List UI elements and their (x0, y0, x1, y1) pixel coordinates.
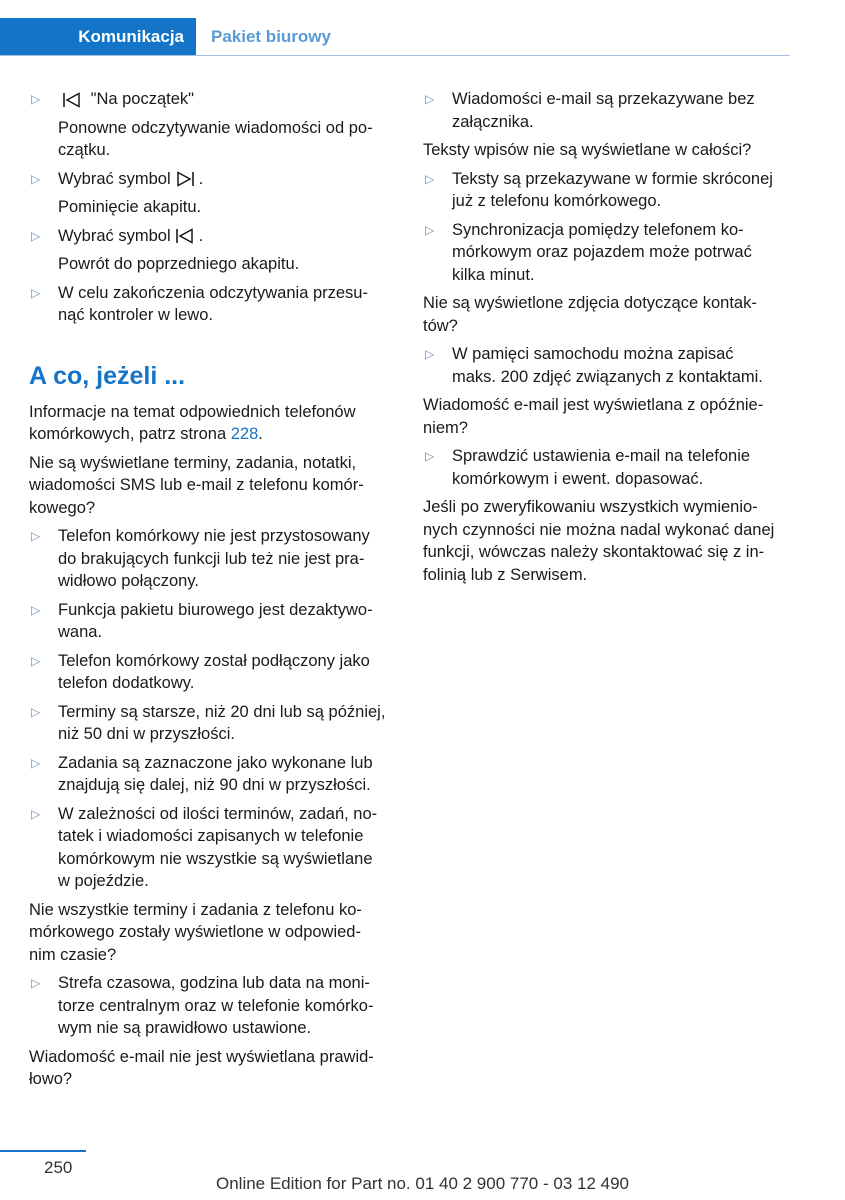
list-item (29, 88, 397, 111)
bullet-icon: ▷ (31, 653, 41, 668)
bullet-icon: ▷ (31, 171, 41, 186)
punctuation: . (258, 425, 263, 443)
text-line: Funkcja pakietu biurowego jest dezaktywo- (58, 600, 373, 619)
bullet-icon: ▷ (31, 806, 41, 821)
text-line: Terminy są starsze, niż 20 dni lub są później, (58, 702, 386, 721)
text-line: mórkowym oraz pojazdem może potrwać (452, 243, 752, 261)
page-reference-link[interactable]: 228 (230, 425, 259, 443)
list-item (29, 168, 397, 191)
list-item-text: Wybrać symbol (58, 169, 171, 188)
text-line: Synchronizacja pomiędzy telefonem ko- (452, 220, 744, 239)
text-line: tatek i wiadomości zapisanych w telefonie (58, 827, 364, 845)
text-line: znajdują się dalej, niż 90 dni w przyszłości. (58, 776, 371, 794)
paragraph (29, 401, 397, 446)
list-item (29, 803, 397, 893)
text-line: kilka minut. (452, 265, 535, 284)
text-line: W celu zakończenia odczytywania przesu- (58, 283, 368, 302)
bullet-icon: ▷ (425, 449, 435, 463)
bullet-icon: ▷ (31, 602, 41, 617)
list-item-description: Powrót do poprzedniego akapitu. (58, 255, 300, 273)
question (29, 1046, 397, 1091)
list-item (29, 525, 397, 593)
bullet-icon: ▷ (31, 92, 41, 106)
text-line: W pamięci samochodu można zapisać (452, 345, 734, 363)
text-line: Ponowne odczytywanie wiadomości od po- (58, 118, 373, 137)
question (29, 452, 397, 520)
text-line: do brakujących funkcji lub też nie jest pra- (58, 549, 365, 568)
section-heading: A co, jeżeli ... (29, 361, 186, 390)
bullet-icon: ▷ (425, 347, 435, 361)
list-item-description (29, 117, 397, 162)
text-line: niż 50 dni w przyszłości. (58, 725, 235, 743)
text-line: nąć kontroler w lewo. (58, 306, 213, 324)
list-item (29, 282, 397, 327)
text-line: Informacje na temat odpowiednich telefonów (29, 402, 356, 421)
list-item (423, 168, 791, 213)
text-line: tów? (423, 316, 458, 335)
bullet-icon: ▷ (31, 704, 41, 719)
text-line: widłowo połączony. (58, 572, 199, 590)
text-line: mórkowego zostały wyświetlone w odpowied- (29, 923, 361, 941)
list-item (29, 972, 397, 1040)
text-line: torze centralnym oraz w telefonie komórko- (58, 996, 374, 1015)
bullet-icon: ▷ (425, 92, 435, 106)
bullet-icon: ▷ (425, 171, 435, 186)
text-line: W zależności od ilości terminów, zadań, no- (58, 804, 378, 823)
list-item (423, 343, 791, 388)
list-item (29, 225, 397, 248)
page-header (0, 0, 845, 56)
punctuation: . (198, 226, 204, 245)
bullet-icon: ▷ (31, 976, 41, 990)
edition-note: Online Edition for Part no. 01 40 2 900 770 - 03 12 490 (215, 1174, 629, 1193)
question: Teksty wpisów nie są wyświetlane w całości? (423, 141, 752, 159)
text-line: Nie wszystkie terminy i zadania z telefonu ko- (29, 900, 362, 919)
text-line: funkcji, wówczas należy skontaktować się z in- (423, 543, 765, 561)
list-item (29, 701, 397, 746)
text-line: załącznika. (452, 112, 534, 131)
question (29, 899, 397, 967)
text-line: Nie są wyświetlone zdjęcia dotyczące kontak- (423, 294, 757, 312)
text-line: Wiadomość e-mail jest wyświetlana z opóźnie- (423, 396, 764, 414)
text-line: Wiadomość e-mail nie jest wyświetlana prawid- (29, 1047, 374, 1066)
text-line: niem? (423, 418, 468, 437)
page-number: 250 (44, 1158, 73, 1177)
list-item (29, 599, 397, 644)
skip-back-icon (175, 228, 195, 244)
text-line: komórkowym nie wszystkie są wyświetlane (58, 849, 373, 868)
text-line: Nie są wyświetlane terminy, zadania, notatki, (29, 453, 357, 472)
left-column (29, 88, 397, 1097)
text-line (29, 423, 397, 446)
bullet-icon: ▷ (31, 285, 41, 300)
section-tab-pakiet-biurowy: Pakiet biurowy (211, 27, 331, 46)
list-item (29, 650, 397, 695)
list-item-description: Pominięcie akapitu. (58, 198, 202, 216)
text-line: czątku. (58, 141, 111, 159)
text-line: Telefon komórkowy nie jest przystosowany (58, 527, 370, 545)
text-line: folinią lub z Serwisem. (423, 565, 588, 584)
punctuation: . (198, 169, 204, 188)
list-item (423, 88, 791, 133)
text-line: Wiadomości e-mail są przekazywane bez (452, 90, 755, 108)
bullet-icon: ▷ (31, 228, 41, 243)
text-line: kowego? (29, 498, 96, 517)
text-line: wana. (58, 623, 103, 641)
right-column (423, 88, 791, 592)
list-item (423, 219, 791, 287)
text-line: w pojeździe. (58, 872, 149, 890)
bullet-icon: ▷ (31, 529, 41, 543)
text-line: wiadomości SMS lub e-mail z telefonu komór- (29, 476, 364, 494)
bullet-icon: ▷ (31, 755, 41, 770)
skip-forward-icon (175, 171, 195, 187)
text-line: nych czynności nie można nadal wykonać danej (423, 520, 775, 539)
bullet-icon: ▷ (425, 222, 435, 237)
list-item (29, 752, 397, 797)
text-fragment: komórkowych, patrz strona (29, 425, 231, 443)
text-line: Teksty są przekazywane w formie skróconej (452, 169, 773, 188)
text-line: Telefon komórkowy został podłączony jako (58, 651, 370, 670)
text-line: Zadania są zaznaczone jako wykonane lub (58, 753, 373, 772)
list-item-text: "Na początek" (86, 90, 195, 108)
question (423, 292, 791, 337)
text-line: Jeśli po zweryfikowaniu wszystkich wymienio- (423, 498, 758, 516)
list-item-text: Wybrać symbol (58, 226, 171, 245)
footer-divider (0, 1150, 86, 1152)
header-divider (0, 55, 790, 56)
text-line: wym nie są prawidłowo ustawione. (58, 1019, 312, 1037)
text-line: Strefa czasowa, godzina lub data na moni- (58, 974, 370, 992)
list-item (423, 445, 791, 490)
question (423, 394, 791, 439)
text-line: komórkowym i ewent. dopasować. (452, 469, 704, 488)
text-line: Sprawdzić ustawienia e-mail na telefonie (452, 447, 751, 465)
section-tab-komunikacja: Komunikacja (0, 18, 196, 56)
text-line: już z telefonu komórkowego. (452, 192, 662, 210)
paragraph (423, 496, 791, 586)
text-line: maks. 200 zdjęć związanych z kontaktami. (452, 367, 763, 386)
text-line: telefon dodatkowy. (58, 674, 195, 692)
text-line: nim czasie? (29, 945, 117, 964)
text-line: łowo? (29, 1070, 73, 1088)
skip-to-start-icon (62, 92, 82, 108)
